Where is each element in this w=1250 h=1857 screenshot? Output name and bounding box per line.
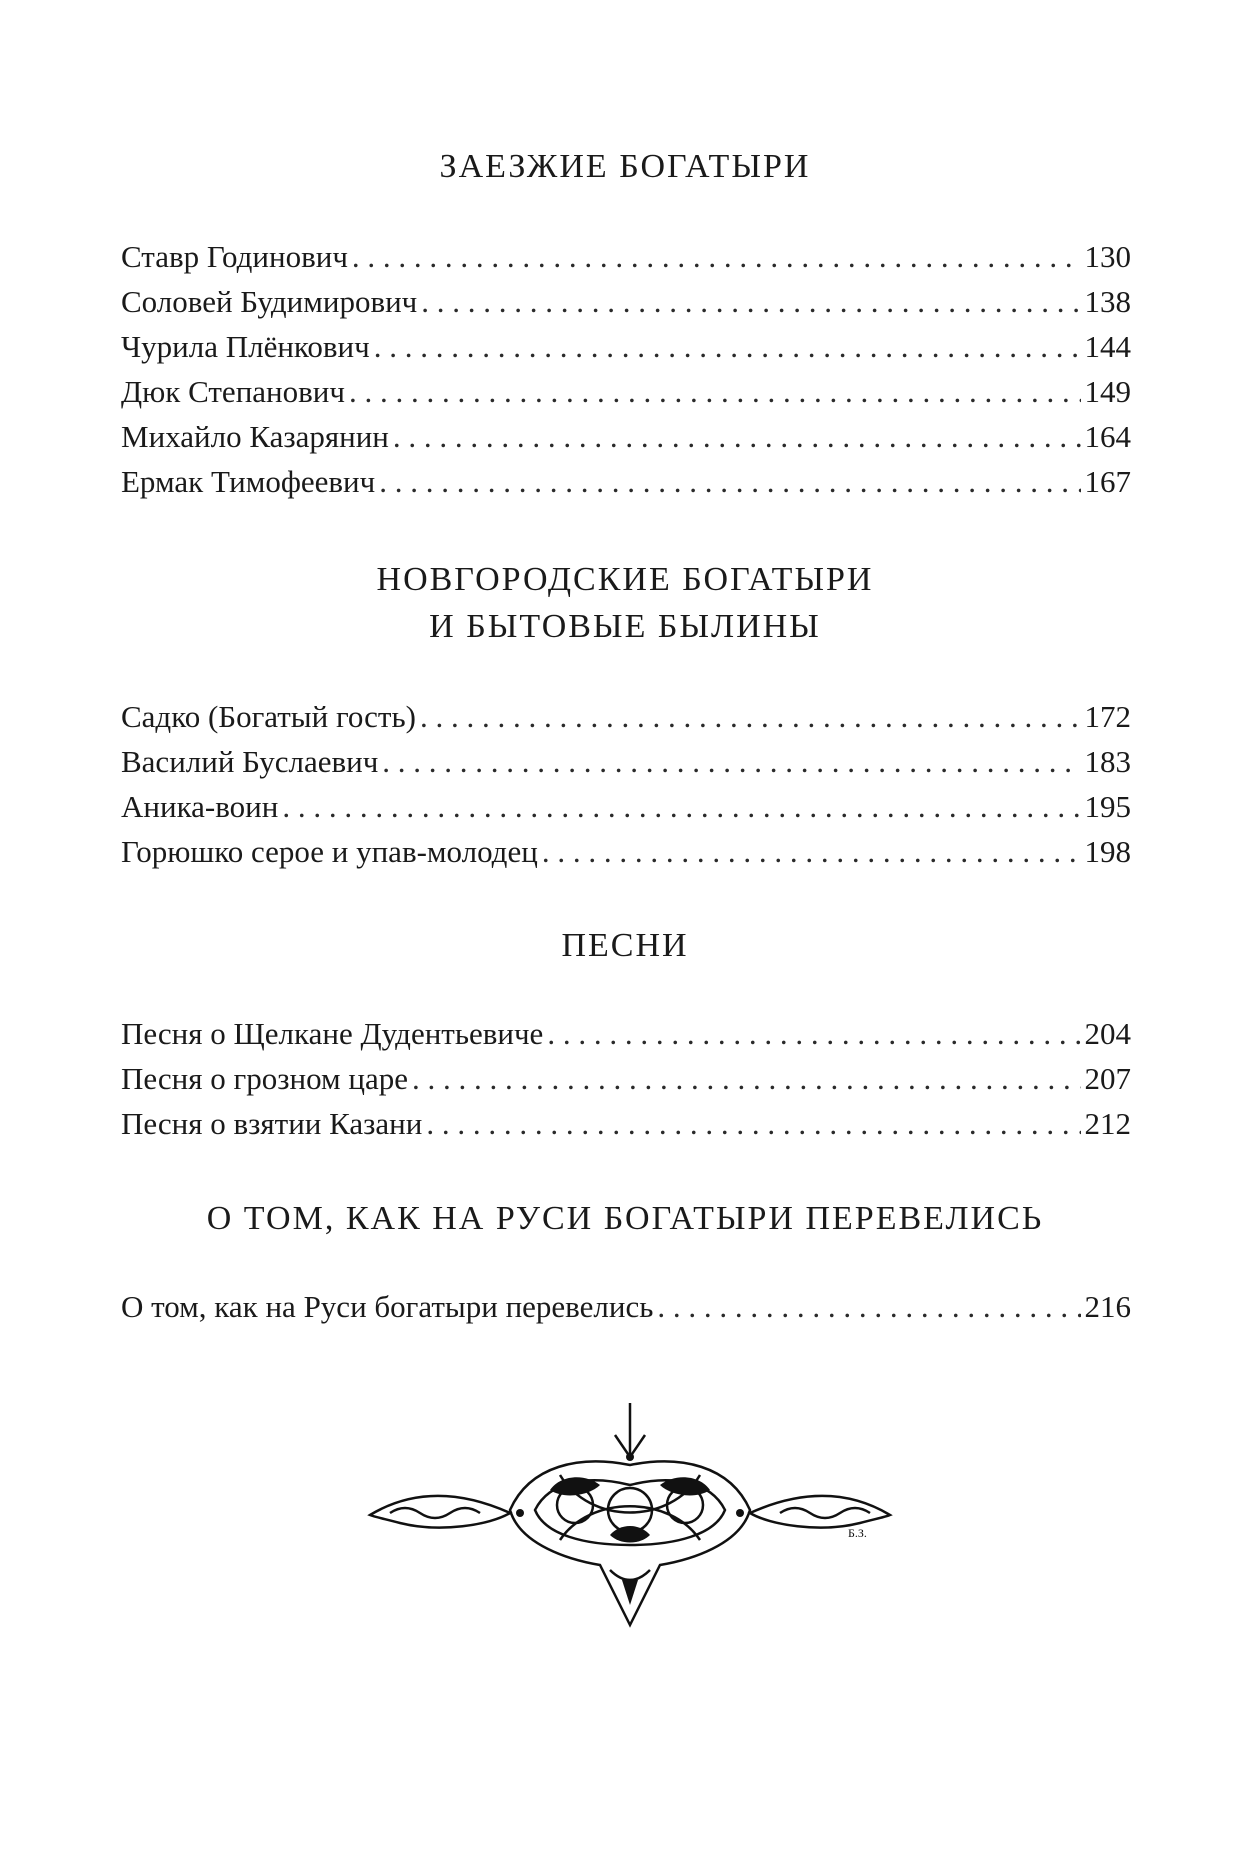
toc-entry[interactable] [121, 785, 1131, 829]
toc-entry-page: 130 [1084, 239, 1131, 274]
dot-leader [547, 1012, 1080, 1056]
toc-entry-page: 183 [1084, 744, 1131, 779]
dot-leader [542, 830, 1081, 874]
toc-entry[interactable] [121, 740, 1131, 784]
section-heading: НОВГОРОДСКИЕ БОГАТЫРИ [376, 561, 874, 598]
toc-entry[interactable] [121, 460, 1131, 504]
section-heading: ПЕСНИ [561, 927, 689, 964]
toc-entry[interactable] [121, 1057, 1131, 1101]
dot-leader [657, 1285, 1080, 1329]
toc-entry-title: Дюк Степанович [121, 374, 345, 409]
toc-entry-title: Василий Буслаевич [121, 744, 379, 779]
toc-entry[interactable] [121, 1102, 1131, 1146]
toc-entry-page: 138 [1084, 284, 1131, 319]
toc-entry-title: Песня о грозном царе [121, 1061, 408, 1096]
toc-entry-title: Ермак Тимофеевич [121, 464, 376, 499]
toc-entry[interactable] [121, 415, 1131, 459]
decorative-vignette-icon [360, 1395, 900, 1635]
toc-entry-page: 207 [1084, 1061, 1131, 1096]
toc-entry-page: 216 [1084, 1289, 1131, 1324]
section-heading: ЗАЕЗЖИЕ БОГАТЫРИ [439, 148, 811, 185]
dot-leader [374, 325, 1081, 369]
toc-entry-title: Горюшко серое и упав-молодец [121, 834, 538, 869]
dot-leader [349, 370, 1081, 414]
toc-entry-title: Аника-воин [121, 789, 279, 824]
dot-leader [420, 695, 1081, 739]
toc-entry-title: Ставр Годинович [121, 239, 348, 274]
dot-leader [393, 415, 1081, 459]
section-heading: О ТОМ, КАК НА РУСИ БОГАТЫРИ ПЕРЕВЕЛИСЬ [206, 1200, 1044, 1237]
ornament-monogram: Б.З. [848, 1526, 867, 1540]
dot-leader [282, 785, 1080, 829]
toc-entry[interactable] [121, 695, 1131, 739]
toc-entry[interactable] [121, 830, 1131, 874]
toc-entry[interactable] [121, 1285, 1131, 1329]
toc-entry-title: О том, как на Руси богатыри перевелись [121, 1289, 654, 1324]
toc-entry[interactable] [121, 1012, 1131, 1056]
dot-leader [379, 460, 1080, 504]
toc-entry-title: Михайло Казарянин [121, 419, 389, 454]
toc-entry-page: 149 [1084, 374, 1131, 409]
toc-entry-title: Садко (Богатый гость) [121, 699, 416, 734]
dot-leader [352, 235, 1081, 279]
toc-entry-page: 204 [1084, 1016, 1131, 1051]
toc-entry-page: 212 [1084, 1106, 1131, 1141]
toc-entry-page: 167 [1084, 464, 1131, 499]
dot-leader [426, 1102, 1080, 1146]
toc-entry-page: 198 [1084, 834, 1131, 869]
toc-entry-title: Чурила Плёнкович [121, 329, 370, 364]
toc-entry[interactable] [121, 235, 1131, 279]
toc-entry-page: 172 [1084, 699, 1131, 734]
toc-entry-page: 164 [1084, 419, 1131, 454]
section-heading: И БЫТОВЫЕ БЫЛИНЫ [429, 608, 821, 645]
dot-leader [412, 1057, 1081, 1101]
toc-entry[interactable] [121, 280, 1131, 324]
toc-entry-title: Соловей Будимирович [121, 284, 418, 319]
toc-entry-title: Песня о Щелкане Дудентьевиче [121, 1016, 544, 1051]
toc-entry-page: 144 [1084, 329, 1131, 364]
dot-leader [421, 280, 1080, 324]
toc-entry[interactable] [121, 370, 1131, 414]
toc-entry-title: Песня о взятии Казани [121, 1106, 423, 1141]
dot-leader [382, 740, 1080, 784]
toc-entry[interactable] [121, 325, 1131, 369]
toc-entry-page: 195 [1084, 789, 1131, 824]
